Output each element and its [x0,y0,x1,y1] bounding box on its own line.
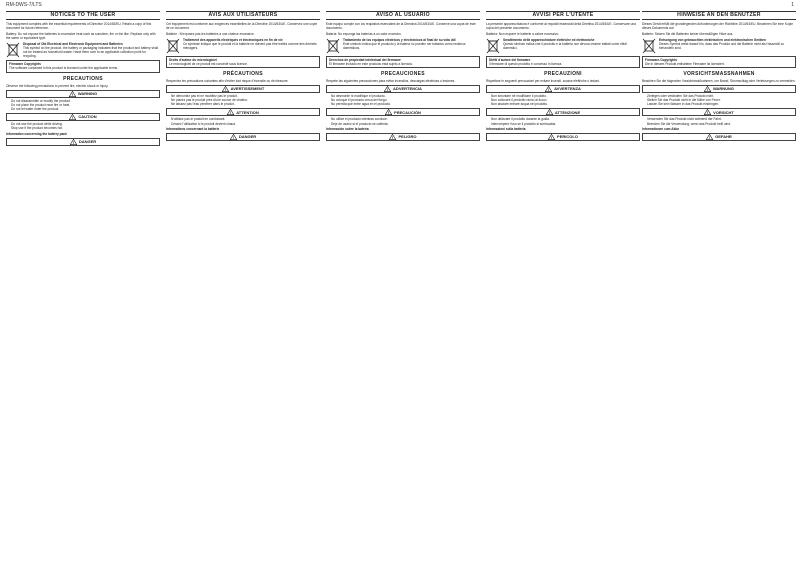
crossed-bin-icon [6,42,20,58]
warning-triangle-icon [69,91,76,97]
caution-list [326,117,480,125]
list-item: • Do not disassemble or modify the product. [11,99,160,103]
warning-header [486,85,640,93]
warning-triangle-icon [704,86,711,92]
caution-list [642,117,796,125]
warning-header [6,90,160,98]
precautions-text: Respete las siguientes precauciones para evitar incendios, descargas eléctricas o lesiones. [326,79,456,84]
intro-text: Dieses Gerät erfüllt die grundlegenden Anforderungen der Richtlinie 2014/53/EU. Bewahren Sie eine Kopie dieses Dokuments auf. [642,22,793,31]
battery-notice: Battery: Do not expose the batteries to excessive heat such as sunshine, fire or the like. Replace only with the same or equivalent type. [6,31,156,40]
battery-notice: Batería: No exponga las baterías a un calor excesivo. [326,31,402,36]
firmware-title: Firmware-Copyrights [645,57,678,62]
precautions-text: Rispettare le seguenti precauzioni per evitare incendi, scosse elettriche o lesioni. [486,79,600,84]
precautions-title: VORSICHTSMASSNAHMEN [683,71,755,78]
danger-header [642,133,796,141]
warning-label: ADVERTENCIA [393,86,422,92]
list-item: • No utilice el producto mientras conduce. [331,117,480,121]
svg-text:!: ! [548,110,551,116]
column-german [642,11,796,561]
column-title: AVVISI PER L'UTENTE [486,11,640,20]
disposal-section [642,38,796,54]
info-box [486,56,640,68]
disposal-section [166,38,320,54]
disposal-text: This symbol on the product, the battery or packaging indicates that the product and battery shall not be treated as household waste. Hand them over to an applicable collection point for recycling. [23,46,159,59]
warning-list [642,94,796,106]
svg-text:!: ! [71,91,73,97]
caution-label: ATTENTION [236,109,259,115]
disposal-title: Tratamiento de los equipos eléctricos y electrónicos al final de su vida útil [343,37,456,42]
precautions-title: PRECAUTIONS [63,75,103,82]
warning-label: AVERTISSEMENT [230,86,265,92]
firmware-text: Die in diesem Produkt enthaltene Firmware ist lizenziert. [645,61,725,66]
danger-header [326,133,480,141]
caution-header [642,108,796,116]
caution-triangle-icon [704,109,711,115]
list-item: • Stop use if the product becomes hot. [11,126,160,130]
column-title: AVISO AL USUARIO [326,11,480,20]
disposal-section [6,42,160,58]
warning-header [326,85,480,93]
list-item: • Do not let water enter the product. [11,107,160,111]
precautions-text: Respectez les précautions suivantes afin d'éviter tout risque d'incendie ou de blessure. [166,79,289,84]
svg-text:!: ! [550,135,553,141]
danger-label: DANGER [78,138,97,144]
caution-header [6,113,160,121]
list-item: • No permita que entre agua en el producto. [331,102,480,106]
info-box [6,60,160,72]
firmware-text: El firmware incluido en este producto está sujeto a licencia. [329,61,413,66]
disposal-text: Este símbolo indica que el producto y la batería no pueden ser tratados como residuos domésticos. [343,41,466,51]
disposal-title: Traitement des appareils électriques et électroniques en fin de vie [183,37,283,42]
caution-triangle-icon [546,109,553,115]
warning-list [486,94,640,106]
battery-info-title: Informationen zum Akku [642,127,680,132]
caution-label: CAUTION [78,114,97,120]
svg-text:!: ! [224,87,226,93]
danger-label: PELIGRO [398,134,417,140]
list-item: • Zerlegen oder verändern Sie das Produkt nicht. [647,94,796,98]
warning-triangle-icon [384,86,391,92]
caution-header [166,108,320,116]
list-item: • Ne laissez pas l'eau pénétrer dans le produit. [171,102,320,106]
disposal-section [486,38,640,54]
disposal-text: Questo simbolo indica che il prodotto e la batteria non devono essere trattati come rifiuti domestici. [503,41,627,51]
column-italian [486,11,640,561]
danger-header [486,133,640,141]
precautions-text: Beachten Sie die folgenden Vorsichtsmaßnahmen, um Brand, Stromschlag oder Verletzungen zu vermeiden. [642,79,796,84]
danger-triangle-icon [706,134,713,140]
svg-text:!: ! [387,110,390,116]
list-item: • Beenden Sie die Verwendung, wenn das Produkt heiß wird. [647,122,796,126]
disposal-text: Ce symbole indique que le produit et la batterie ne doivent pas être traités comme des déchets ménagers. [183,41,317,51]
intro-text: Este equipo cumple con los requisitos esenciales de la Directiva 2014/53/UE. Conserve una copia de este documento. [326,22,476,31]
column-title: AVIS AUX UTILISATEURS [166,11,320,20]
precautions-title: PRECAUCIONES [381,71,425,78]
caution-header [486,108,640,116]
column-english [6,11,160,561]
info-box [326,56,480,68]
precautions-text: Observe the following precautions to prevent fire, electric shock or injury. [6,83,109,88]
list-item: • Deje de usarlo si el producto se calienta. [331,122,480,126]
model-number: RM-DWS-7/LTS [6,2,42,8]
battery-info-title: Información sobre la batería [326,127,369,132]
list-item: • Ne placez pas le produit près d'une source de chaleur. [171,98,320,102]
caution-label: PRECAUCIÓN [394,109,421,115]
caution-triangle-icon [385,109,392,115]
list-item: • Non lasciare entrare acqua nel prodotto. [491,102,640,106]
warning-list [166,94,320,106]
precautions-title: PRECAUZIONI [544,71,582,78]
column-title: HINWEISE AN DEN BENUTZER [642,11,796,20]
svg-text:!: ! [386,87,389,93]
svg-text:!: ! [72,139,74,145]
svg-text:!: ! [392,135,394,141]
battery-notice: Batterie : N'exposez pas les batteries à une chaleur excessive. [166,31,255,36]
list-item: • Lassen Sie kein Wasser in das Produkt eindringen. [647,102,796,106]
battery-info-title: Informazioni sulla batteria [486,127,526,132]
page-number: 1 [791,2,794,8]
crossed-bin-icon [166,38,180,54]
danger-label: PERICOLO [557,134,578,140]
danger-label: GEFAHR [715,134,732,140]
list-item: • Ne démontez pas et ne modifiez pas le produit. [171,94,320,98]
caution-list [486,117,640,125]
battery-notice: Batteria: Non esporre le batterie a calore eccessivo. [486,31,560,36]
svg-text:!: ! [708,135,711,141]
intro-text: This equipment complies with the essential requirements of Directive 2014/53/EU. Retain a copy of this document for future reference. [6,22,152,31]
disposal-title: Entsorgung von gebrauchten elektrischen und elektronischen Geräten [659,37,766,42]
firmware-title: Firmware Copyrights [9,62,41,67]
disposal-text: Dieses Symbol weist darauf hin, dass das Produkt und die Batterie nicht als Hausmüll zu behandeln sind. [659,41,785,51]
caution-triangle-icon [69,114,76,120]
danger-triangle-icon [548,134,555,140]
firmware-text: Le micrologiciel de ce produit est concédé sous licence. [169,61,248,66]
caution-list [6,122,160,130]
caution-list [166,117,320,125]
firmware-title: Derechos de propiedad intelectual del firmware [329,57,401,62]
firmware-title: Diritti d'autore del firmware [489,57,531,62]
list-item: • Stellen Sie das Produkt nicht in die Nähe von Feuer. [647,98,796,102]
crossed-bin-icon [642,38,656,54]
crossed-bin-icon [326,38,340,54]
list-item: • Interrompere l'uso se il prodotto si surriscalda. [491,122,640,126]
firmware-text: The software contained in this product is licensed under the applicable terms. [9,66,118,71]
danger-header [166,133,320,141]
column-title: NOTICES TO THE USER [6,11,160,20]
disposal-title: Smaltimento delle apparecchiature elettriche ed elettroniche [503,37,595,42]
intro-text: Cet équipement est conforme aux exigences essentielles de la Directive 2014/53/UE. Conservez une copie de ce document. [166,22,318,31]
warning-header [166,85,320,93]
warning-label: WARNING [77,90,98,96]
danger-triangle-icon [389,134,396,140]
list-item: • No coloque el producto cerca del fuego. [331,98,480,102]
svg-text:!: ! [547,87,550,93]
svg-text:!: ! [706,87,709,93]
caution-label: ATTENZIONE [554,109,581,115]
list-item: • No desmonte ni modifique el producto. [331,94,480,98]
warning-triangle-icon [222,86,229,92]
battery-notice: Batterie: Setzen Sie die Batterien keiner übermäßigen Hitze aus. [642,31,734,36]
battery-info-title: Informations concernant la batterie [166,127,220,132]
caution-triangle-icon [227,109,234,115]
svg-text:!: ! [230,110,232,116]
list-item: • Non utilizzare il prodotto durante la guida. [491,117,640,121]
crossed-bin-icon [486,38,500,54]
caution-label: VORSICHT [713,109,734,115]
warning-triangle-icon [545,86,552,92]
danger-triangle-icon [230,134,237,140]
danger-header [6,138,160,146]
firmware-text: Il firmware di questo prodotto è concesso in licenza. [489,61,563,66]
list-item: • Do not place the product near fire or heat. [11,103,160,107]
disposal-section [326,38,480,54]
warning-header [642,85,796,93]
intro-text: La presente apparecchiatura è conforme ai requisiti essenziali della Direttiva 2014/53/UE. Conservare una copia del presente documento. [486,22,636,31]
svg-text:!: ! [706,110,709,116]
disposal-title: Disposal of Old Electrical and Electronic Equipment and Batteries [23,41,123,46]
warning-label: WARNUNG [712,86,735,92]
list-item: • Non collocare il prodotto vicino al fuoco. [491,98,640,102]
list-item: • Do not use the product while driving. [11,122,160,126]
danger-label: DANGER [238,134,257,140]
precautions-title: PRÉCAUTIONS [223,71,263,78]
warning-list [326,94,480,106]
firmware-title: Droits d'auteur du micrologiciel [169,57,217,62]
list-item: • Cessez l'utilisation si le produit devient chaud. [171,122,320,126]
battery-info-title: Information concerning the battery pack [6,131,67,136]
svg-text:!: ! [232,135,234,141]
info-box [642,56,796,68]
warning-list [6,99,160,111]
column-french [166,11,320,561]
list-item: • Verwenden Sie das Produkt nicht während der Fahrt. [647,117,796,121]
caution-header [326,108,480,116]
svg-text:!: ! [72,115,74,120]
column-spanish [326,11,480,561]
list-item: • N'utilisez pas le produit en conduisant. [171,117,320,121]
list-item: • Non smontare né modificare il prodotto. [491,94,640,98]
danger-triangle-icon [70,139,77,145]
info-box [166,56,320,68]
warning-label: AVVERTENZA [554,86,581,92]
